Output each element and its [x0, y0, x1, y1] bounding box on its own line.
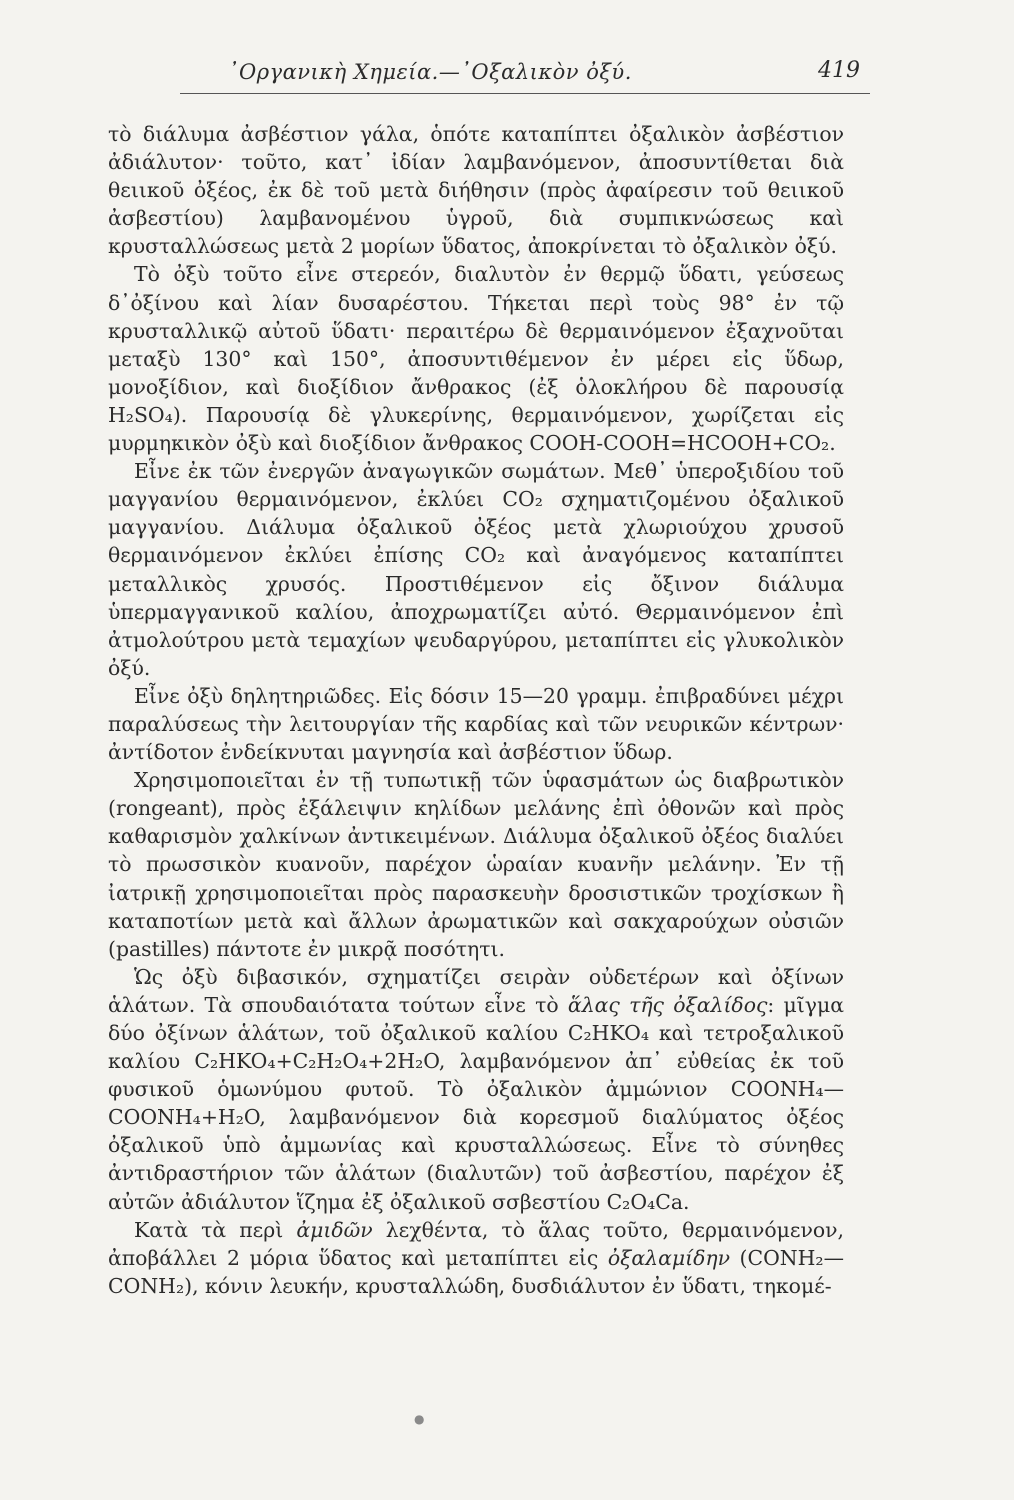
running-head: ᾽Οργανικὴ Χημεία.—᾽Οξαλικὸν ὀξύ.	[228, 60, 632, 84]
paragraph-6-italic-term: ἅλας τῆς ὀξαλίδος	[567, 992, 768, 1017]
page-number: 419	[818, 58, 860, 83]
paragraph-7-text-b: λεχθέντα, τὸ ἅλας τοῦτο, θερμαινόμενον, ἀποβάλλει 2 μόρια ὕδατος καὶ μεταπίπτει εἰς	[108, 1217, 844, 1270]
paragraph-3: Εἶνε ἐκ τῶν ἐνεργῶν ἀναγωγικῶν σωμάτων. Μεθ᾽ ὑπεροξιδίου τοῦ μαγγανίου θερμαινόμενον, ἐκλύει CO₂ σχηματιζομένου ὀξαλικοῦ μαγγανίου. Διάλυμα ὀξαλικοῦ ὀξέος μετὰ χλωριούχου χρυσοῦ θερμαινόμενον ἐκλύει ἐπίσης CO₂ καὶ ἀναγόμενος καταπίπτει μεταλλικὸς χρυσός. Προστιθέμενον εἰς ὄξινον διάλυμα ὑπερμαγγανικοῦ καλίου, ἀποχρωματίζει αὐτό. Θερμαινόμενον ἐπὶ ἀτμολούτρου μετὰ τεμαχίων ψευδαργύρου, μεταπίπτει εἰς γλυκολικὸν ὀξύ.	[108, 459, 844, 680]
ink-speck-mark: ●	[414, 1412, 425, 1426]
paragraph-7	[108, 1216, 844, 1300]
paragraph-7-italic-term-1: ἀμιδῶν	[296, 1217, 373, 1242]
paragraph-6	[108, 963, 844, 1216]
header-rule	[180, 93, 870, 94]
paragraph-2: Τὸ ὀξὺ τοῦτο εἶνε στερεόν, διαλυτὸν ἐν θερμῷ ὕδατι, γεύσεως δ᾽ὀξίνου καὶ λίαν δυσαρέστου. Τήκεται περὶ τοὺς 98° ἐν τῷ κρυσταλλικῷ αὐτοῦ ὕδατι· περαιτέρω δὲ θερμαινόμενον ἐξαχνοῦται μεταξὺ 130° καὶ 150°, ἀποσυντιθέμενον ἐν μέρει εἰς ὕδωρ, μονοξίδιον, καὶ διοξίδιον ἄνθρακος (ἐξ ὁλοκλήρου δὲ παρουσίᾳ H₂SO₄). Παρουσίᾳ δὲ γλυκερίνης, θερμαινόμενον, χωρίζεται εἰς μυρμηκικὸν ὀξὺ καὶ διοξίδιον ἄνθρακος COOH-COOH=HCOOH+CO₂.	[108, 262, 844, 456]
paragraph-7-text-c: (CONH₂—CONH₂), κόνιν λευκήν, κρυσταλλώδη, δυσδιάλυτον ἐν ὕδατι, τηκομέ-	[108, 1245, 844, 1298]
paragraph-1: τὸ διάλυμα ἀσβέστιον γάλα, ὁπότε καταπίπτει ὀξαλικὸν ἀσβέστιον ἀδιάλυτον· τοῦτο, κατ᾽ ἰδίαν λαμβανόμενον, ἀποσυντίθεται διὰ θειικοῦ ὀξέος, ἐκ δὲ τοῦ μετὰ διήθησιν (πρὸς ἀφαίρεσιν τοῦ θειικοῦ ἀσβεστίου) λαμβανομένου ὑγροῦ, διὰ συμπικνώσεως καὶ κρυσταλλώσεως μετὰ 2 μορίων ὕδατος, ἀποκρίνεται τὸ ὀξαλικὸν ὀξύ.	[108, 122, 844, 259]
paragraph-6-text-b: : μῖγμα δύο ὀξίνων ἁλάτων, τοῦ ὀξαλικοῦ καλίου C₂HKO₄ καὶ τετροξαλικοῦ καλίου C₂HKO₄+C₂H₂O₄+2H₂O, λαμβανόμενον ἀπ᾽ εὐθείας ἐκ τοῦ φυσικοῦ ὁμωνύμου φυτοῦ. Τὸ ὀξαλικὸν ἀμμώνιον COONH₄—COONH₄+H₂O, λαμβανόμενον διὰ κορεσμοῦ διαλύματος ὀξέος ὀξαλικοῦ ὑπὸ ἀμμωνίας καὶ κρυσταλλώσεως. Εἶνε τὸ σύνηθες ἀντιδραστήριον τῶν ἁλάτων (διαλυτῶν) τοῦ ἀσβεστίου, παρέχον ἐξ αὐτῶν ἀδιάλυτον ἵζημα ἐξ ὀξαλικοῦ σσβεστίου C₂O₄Ca.	[108, 992, 845, 1214]
paragraph-7-italic-term-2: ὀξαλαμίδην	[607, 1245, 730, 1270]
paragraph-7-text-a: Κατὰ τὰ περὶ	[134, 1217, 297, 1242]
paragraph-6-text-a: Ὡς ὀξὺ διβασικόν, σχηματίζει σειρὰν οὐδετέρων καὶ ὀξίνων ἁλάτων. Τὰ σπουδαιότατα τούτων εἶνε τὸ	[108, 964, 844, 1017]
body-text	[108, 120, 844, 1300]
page-header	[180, 58, 860, 94]
paragraph-5: Χρησιμοποιεῖται ἐν τῇ τυπωτικῇ τῶν ὑφασμάτων ὡς διαβρωτικὸν (rongeant), πρὸς ἐξάλειψιν κηλίδων μελάνης ἐπὶ ὀθονῶν καὶ πρὸς καθαρισμὸν χαλκίνων ἀντικειμένων. Διάλυμα ὀξαλικοῦ ὀξέος διαλύει τὸ πρωσσικὸν κυανοῦν, παρέχον ὡραίαν κυανῆν μελάνην. Ἐν τῇ ἰατρικῇ χρησιμοποιεῖται πρὸς παρασκευὴν δροσιστικῶν τροχίσκων ἢ καταποτίων μετὰ καὶ ἄλλων ἀρωματικῶν καὶ σακχαρούχων οὐσιῶν (pastilles) πάντοτε ἐν μικρᾷ ποσότητι.	[108, 768, 844, 961]
paragraph-4: Εἶνε ὀξὺ δηλητηριῶδες. Εἰς δόσιν 15—20 γραμμ. ἐπιβραδύνει μέχρι παραλύσεως τὴν λειτουργίαν τῆς καρδίας καὶ τῶν νευρικῶν κέντρων· ἀντίδοτον ἐνδείκνυται μαγνησία καὶ ἀσβέστιον ὕδωρ.	[108, 683, 844, 765]
